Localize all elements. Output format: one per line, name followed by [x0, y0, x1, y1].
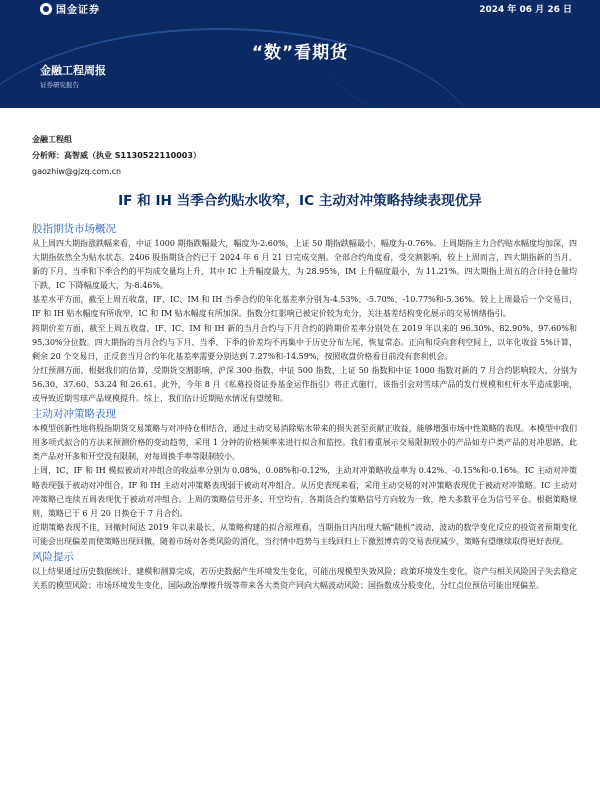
report-type: 证券研究报告: [40, 81, 79, 89]
paragraph: 上周，IC、IF 和 IH 模拟被动对冲组合的收益率分别为 0.08%、0.08%和-0.12%，主动对冲策略收益率为 0.42%、-0.15%和-0.16%。IC 主动对冲策略表现强于被动对冲组合，IF 和 IH 主动对冲策略表现弱于被动对冲组合。从历史表现来看，采用主动交易的对冲策略表现优于被动对冲策略。IC 主动对冲策略已连续五周表现优于被动对冲组合。上周的策略信号开多、开空均有，各期货合约策略信号方向较为一致，绝大多数平仓为信号平仓。根据策略规则，策略已于 6 月 20 日换仓于 7 月合约。: [32, 466, 577, 518]
paragraph: 分红预测方面，根据我们的估算，受期货交割影响，沪深 300 指数、中证 500 指数、上证 50 指数和中证 1000 指数对新的 7 月合约影响较大，分别为 56.30、37.60、53.24 和 26.61。此外，今年 8 月《私募投资证券基金运作指引》将正式施行，该指引会对雪球产品的发行规模和杠杆水平造成影响，或导致近期雪球产品规模提升。综上，我们估计近期贴水情况有望缓和。: [32, 365, 577, 404]
section-title-risk-warning: 风险提示: [32, 550, 74, 563]
company-logo: [40, 1, 100, 16]
report-date: 2024 年 06 月 26 日: [479, 5, 572, 15]
report-banner: [0, 0, 600, 108]
analyst-email: gaozhiw@gjzq.com.cn: [32, 167, 122, 176]
report-body: [32, 221, 577, 593]
paragraph: 近期策略表现不佳，回撤时间达 2019 年以来最长，从策略构建的拟合原理看，当期指日内出现大幅“随机”波动，波动的数学变化反应的投资者预期变化可能会出现偏差而使策略出现回撤，随着市场对各类风险的消化，当行情中趋势与主线回归上下激烈博弈的交易表现减少，策略有望继续取得更好表现。: [32, 522, 577, 546]
paragraph: 基差水平方面，截至上周五收盘，IF、IC、IM 和 IH 当季合约的年化基差率分别为-4.53%、-5.70%、-10.77%和-5.36%。较上上周最后一个交易日，IF 和 IH 贴水幅度有所收窄，IC 和 IM 贴水幅度有所加深。指数分红影响已被定价较为充分，关注基差结构变化展示的交易情绪指引。: [32, 295, 577, 319]
paragraph: 本模型创新性地将股指期货交易策略与对冲持仓相结合，通过主动交易消除贴水带来的损失甚至贡献正收益，能够增强市场中性策略的表现。本模型中我们用多项式拟合的方法来预测价格的变动趋势，采用 1 分钟的价格频率来进行拟合和监控。我们着重展示交易限制较小的产品如专户类产品的对冲思路，此类产品对开多和开空没有限制，对每周换手率等限制较小。: [32, 424, 577, 462]
series-name: 金融工程周报: [40, 64, 106, 77]
section-title-market-overview: 股指期货市场概况: [32, 223, 116, 235]
banner-title: “数”看期货: [251, 43, 349, 63]
logo-text: 国金证券: [56, 5, 100, 16]
logo-icon: [40, 3, 52, 15]
analyst-block: [32, 132, 201, 180]
report-main-title: IF 和 IH 当季合约贴水收窄，IC 主动对冲策略持续表现优异: [118, 193, 482, 209]
paragraph: 跨期价差方面，截至上周五收盘，IF、IC、IM 和 IH 新的当月合约与下月合约的跨期价差率分别处在 2019 年以来的 96.30%、82.90%、97.60%和 95.30%分位数。四大期指的当月合约与下月、当季、下季的价差均不再集中于历史分布左尾，恢复常态。正向和反向套利空间上，以年化收益 5%计算，剩余 20 个交易日，正反套当月合约年化基差率需要分别达到 7.27%和-14.59%，按照收盘价格看目前没有套利机会。: [32, 323, 577, 361]
analyst-line: [32, 148, 201, 164]
analyst-name: 高智威（执业 S1130522110003）: [64, 151, 201, 160]
section-title-hedge-strategy: 主动对冲策略表现: [32, 408, 116, 421]
research-group: 金融工程组: [32, 135, 72, 144]
paragraph: 从上周四大期指涨跌幅来看，中证 1000 期指跌幅最大，幅度为-2.60%，上证 50 期指跌幅最小，幅度为-0.76%。上周期指主力合约贴水幅度均加深，四大期指依然全为贴水状态。2406 股指期货合约已于 2024 年 6 月 21 日完成交割。全部合约角度看，受交割影响，较上上周而言，四大期指新的当月、新的下月、当季和下季合约的平均成交量均上升，其中 IC 上升幅度最大，为 28.95%，IM 上升幅度最小，为 11.21%。四大期指上周五的合计持仓量均下跌，IC 下降幅度最大，为-8.46%。: [32, 239, 577, 291]
paragraph: 以上结果通过历史数据统计、建模和测算完成，若历史数据产生环境发生变化，可能出现模型失效风险；政策环境发生变化，资产与相关风险因子失去稳定关系的模型风险；市场环境发生变化，国际政治摩擦升级等带来各大类资产同向大幅波动风险；国指数成分股变化，分红点位预估可能出现偏差。: [32, 566, 577, 591]
analyst-label: 分析师：: [32, 151, 64, 160]
